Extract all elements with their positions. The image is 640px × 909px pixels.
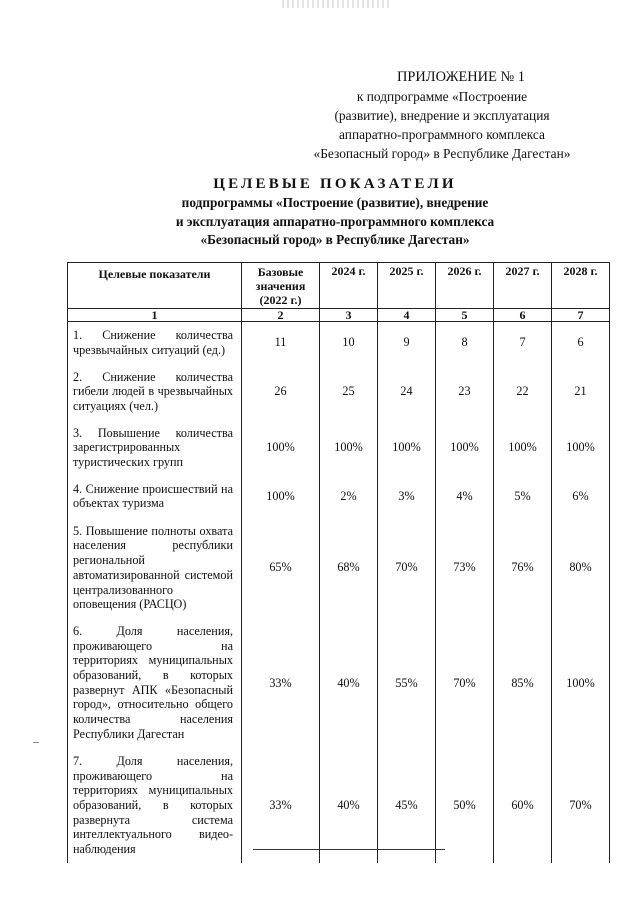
header-base-line-2: значения	[255, 279, 306, 293]
header-2026: 2026 г.	[436, 263, 494, 309]
value-2027: 85%	[494, 618, 552, 748]
value-2026: 50%	[436, 748, 494, 863]
value-2026: 23	[436, 364, 494, 420]
table-row	[68, 364, 610, 420]
value-2025: 24	[378, 364, 436, 420]
base-value: 26	[242, 364, 320, 420]
table-row	[68, 518, 610, 618]
base-value: 100%	[242, 420, 320, 476]
value-2025: 100%	[378, 420, 436, 476]
header-2025: 2025 г.	[378, 263, 436, 309]
table-row	[68, 420, 610, 476]
table-row	[68, 476, 610, 518]
value-2024: 40%	[320, 748, 378, 863]
indicator-name: 4. Снижение происшествий на объектах туризма	[68, 476, 242, 518]
title-main: ЦЕЛЕВЫЕ ПОКАЗАТЕЛИ	[213, 176, 457, 192]
col-number: 4	[378, 309, 436, 322]
annex-header	[292, 68, 592, 163]
indicator-name: 3. Повышение количества зарегистрированных туристических групп	[68, 420, 242, 476]
value-2026: 70%	[436, 618, 494, 748]
value-2028: 100%	[552, 420, 610, 476]
header-2027: 2027 г.	[494, 263, 552, 309]
header-2028: 2028 г.	[552, 263, 610, 309]
header-indicator: Целевые показатели	[68, 263, 242, 309]
table-header-row	[68, 263, 610, 309]
value-2024: 68%	[320, 518, 378, 618]
header-base-line-3: (2022 г.)	[259, 293, 302, 307]
value-2024: 25	[320, 364, 378, 420]
base-value: 65%	[242, 518, 320, 618]
value-2028: 6%	[552, 476, 610, 518]
title-sub-2: и эксплуатация аппаратно-программного комплекса	[175, 213, 495, 229]
value-2026: 100%	[436, 420, 494, 476]
value-2024: 40%	[320, 618, 378, 748]
annex-line-2: к подпрограмме «Построение	[356, 89, 528, 104]
header-base-line-1: Базовые	[257, 265, 304, 279]
header-2024: 2024 г.	[320, 263, 378, 309]
base-value: 33%	[242, 748, 320, 863]
annex-line-5: «Безопасный город» в Республике Дагестан»	[313, 146, 571, 161]
col-number: 3	[320, 309, 378, 322]
title-sub-1: подпрограммы «Построение (развитие), внедрение	[181, 195, 489, 210]
table-row	[68, 618, 610, 748]
title-sub-3: «Безопасный город» в Республике Дагестан»	[200, 232, 470, 247]
value-2025: 9	[378, 322, 436, 364]
footer-separator-line	[253, 849, 445, 850]
value-2024: 10	[320, 322, 378, 364]
base-value: 33%	[242, 618, 320, 748]
value-2028: 21	[552, 364, 610, 420]
value-2025: 45%	[378, 748, 436, 863]
indicators-table	[67, 262, 610, 863]
col-number: 1	[68, 309, 242, 322]
indicator-name: 1. Снижение количества чрезвычайных ситуаций (ед.)	[68, 322, 242, 364]
base-value: 100%	[242, 476, 320, 518]
value-2028: 6	[552, 322, 610, 364]
scan-artifact	[282, 0, 392, 8]
col-number: 2	[242, 309, 320, 322]
value-2027: 76%	[494, 518, 552, 618]
value-2027: 22	[494, 364, 552, 420]
value-2027: 5%	[494, 476, 552, 518]
table-row	[68, 748, 610, 863]
col-number: 5	[436, 309, 494, 322]
annex-line-1: ПРИЛОЖЕНИЕ № 1	[397, 69, 525, 85]
document-title	[120, 174, 550, 250]
value-2028: 70%	[552, 748, 610, 863]
indicator-name: 2. Снижение количества гибели людей в чрезвычайных ситуациях (чел.)	[68, 364, 242, 420]
indicator-name: 7. Доля населения, проживающего на территориях муниципальных образований, в которых развернута система интеллектуального видео-наблюдения	[68, 748, 242, 863]
header-base	[242, 263, 320, 309]
value-2025: 70%	[378, 518, 436, 618]
annex-line-4: аппаратно-программного комплекса	[339, 127, 545, 142]
value-2024: 100%	[320, 420, 378, 476]
indicator-name: 5. Повышение полноты охвата населения республики региональной автоматизированной системой централизованного оповещения (РАСЦО)	[68, 518, 242, 618]
margin-mark	[33, 742, 39, 743]
indicator-name: 6. Доля населения, проживающего на территориях муниципальных образований, в которых развернут АПК «Безопасный город», относительно общего количества населения Республики Дагестан	[68, 618, 242, 748]
value-2027: 7	[494, 322, 552, 364]
value-2025: 3%	[378, 476, 436, 518]
column-number-row	[68, 309, 610, 322]
value-2026: 4%	[436, 476, 494, 518]
value-2027: 60%	[494, 748, 552, 863]
col-number: 7	[552, 309, 610, 322]
value-2026: 8	[436, 322, 494, 364]
value-2024: 2%	[320, 476, 378, 518]
value-2025: 55%	[378, 618, 436, 748]
value-2027: 100%	[494, 420, 552, 476]
table-row	[68, 322, 610, 364]
col-number: 6	[494, 309, 552, 322]
annex-line-3: (развитие), внедрение и эксплуатация	[334, 108, 550, 123]
value-2028: 100%	[552, 618, 610, 748]
base-value: 11	[242, 322, 320, 364]
value-2028: 80%	[552, 518, 610, 618]
value-2026: 73%	[436, 518, 494, 618]
